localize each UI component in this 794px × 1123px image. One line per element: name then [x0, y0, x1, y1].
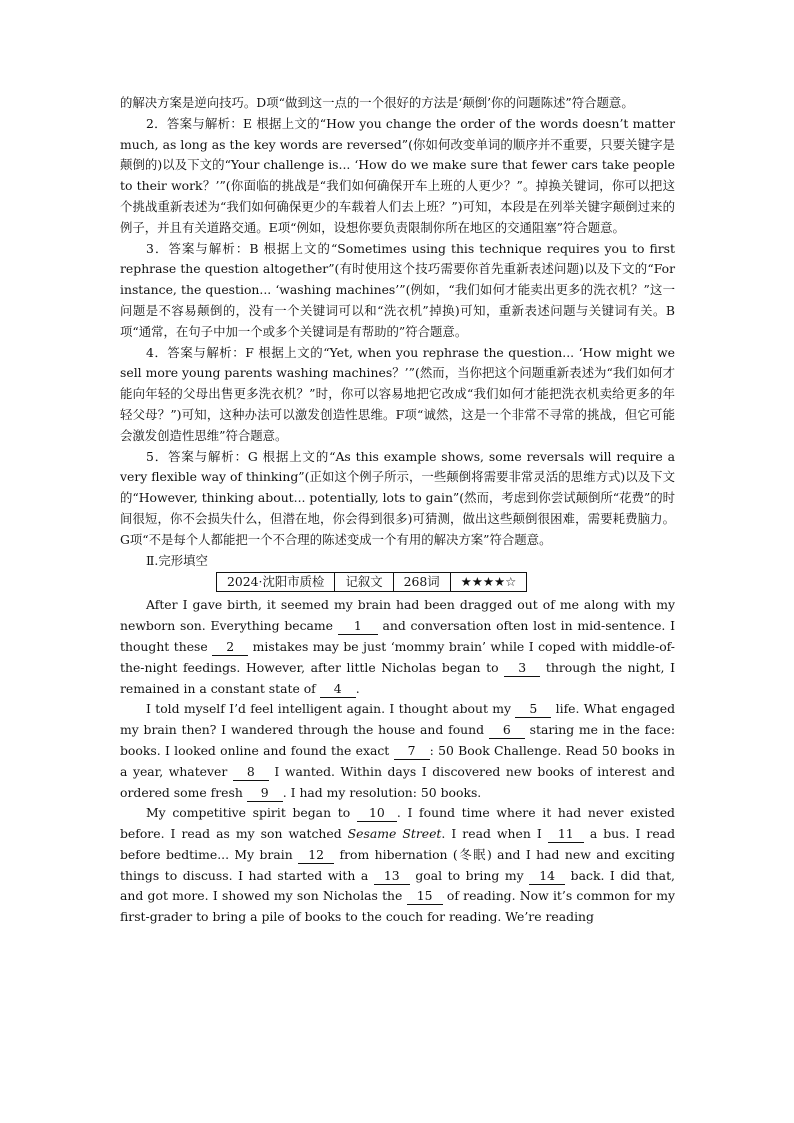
answer-5: 5．答案与解析：G 根据上文的“As this example shows, some reversals will require a very flexible way of thinking”(正如这个例子所示，一些颠倒将需要非常灵活的思维方式)以及下文的“However, thinking about... potentially, lots to gain”(然而，考虑到你尝试颠倒所“花费”的时间很短，你不会损失什么，但潜在地，你会得到很多)可猜测，做出这些颠倒很困难，需要耗费脑力。G项“不是每个人都能把一个不合理的陈述变成一个有用的解决方案”符合题意。	[120, 448, 676, 547]
cloze-blank-8[interactable]: 8	[233, 764, 269, 781]
answer-1-tail: 的解决方案是逆向技巧。D项“做到这一点的一个很好的方法是‘颠倒’你的问题陈述”符合题意。	[120, 95, 634, 110]
passage-text: I wanted. Within days I discovered new books of interest and ordered some fresh	[120, 763, 675, 800]
cloze-blank-11[interactable]: 11	[548, 826, 584, 843]
passage-text: . I found time where it had never existed before. I read as my son watched	[120, 805, 675, 842]
passage-text: life. What engaged my brain then? I wandered through the house and found	[120, 701, 675, 738]
cloze-blank-6[interactable]: 6	[489, 722, 525, 739]
passage-text: : 50 Book Challenge. Read 50 books in a year, whatever	[120, 742, 675, 779]
info-difficulty-stars: ★★★★☆	[450, 573, 527, 592]
passage-text: through the night, I remained in a constant state of	[120, 659, 675, 696]
passage-paragraph-1	[120, 595, 675, 699]
info-word-count: 268词	[393, 573, 450, 592]
passage-text: and conversation often lost in mid-sentence. I thought these	[120, 618, 676, 654]
info-source: 2024·沈阳市质检	[217, 573, 335, 592]
passage-text: My competitive spirit began to	[146, 805, 357, 821]
passage-text: a bus. I read before bedtime... My brain	[120, 826, 676, 862]
passage-text: staring me in the face: books. I looked online and found the exact	[120, 722, 675, 758]
answer-4: 4．答案与解析：F 根据上文的“Yet, when you rephrase the question... ‘How might we sell more young parents washing machines？’”(然而，当你把这个问题重新表述为“我们如何才能向年轻的父母出售更多洗衣机？”时，你可以容易地把它改成“我们如何才能把洗衣机卖给更多的年轻父母？”)可知，这种办法可以激发创造性思维。F项“诚然，这是一个非常不寻常的挑战，但它可能会激发创造性思维”符合题意。	[120, 344, 675, 443]
passage-info-table	[216, 572, 527, 592]
passage-text: . I had my resolution: 50 books.	[282, 784, 482, 800]
answer-2: 2．答案与解析：E 根据上文的“How you change the order of the words doesn’t matter much, as long as the key words are reversed”(你如何改变单词的顺序并不重要，只要关键字是颠倒的)以及下文的“Your challenge is... ‘How do we make sure that fewer cars take people to their work？’”(你面临的挑战是“我们如何确保开车上班的人更少？”。掉换关键词，你可以把这个挑战重新表述为“我们如何确保更少的车载着人们去上班？”)可知，本段是在列举关键字颠倒过来的例子，并且有关道路交通。E项“例如，设想你要负责限制你所在地区的交通阻塞”符合题意。	[120, 115, 675, 235]
cloze-blank-15[interactable]: 15	[407, 888, 443, 905]
cloze-blank-13[interactable]: 13	[374, 868, 410, 885]
passage-paragraph-2	[120, 699, 675, 803]
cloze-blank-3[interactable]: 3	[504, 660, 540, 677]
passage-text: I told myself I’d feel intelligent again. I thought about my	[146, 701, 516, 717]
passage-text: mistakes may be just ‘mommy brain’ while I coped with middle-of-the-night feedings. However, after little Nicholas began to	[120, 638, 675, 675]
cloze-blank-10[interactable]: 10	[357, 805, 397, 822]
cloze-blank-4[interactable]: 4	[320, 681, 356, 698]
info-genre: 记叙文	[335, 573, 393, 592]
tv-show-title: Sesame Street	[347, 826, 442, 842]
passage-text: goal to bring my	[409, 867, 530, 883]
cloze-blank-2[interactable]: 2	[212, 639, 248, 656]
section-title: Ⅱ.完形填空	[146, 552, 208, 568]
cloze-blank-5[interactable]: 5	[515, 701, 551, 718]
document-page	[120, 93, 675, 928]
passage-text: . I read when I	[441, 826, 548, 842]
cloze-blank-9[interactable]: 9	[247, 785, 283, 802]
cloze-blank-12[interactable]: 12	[298, 847, 334, 864]
passage-text: .	[355, 680, 360, 696]
passage-text: of reading. Now it’s common for my first-grader to bring a pile of books to the couch for reading. We’re reading	[120, 888, 675, 925]
passage-text: from hibernation (冬眠) and I had new and exciting things to discuss. I had started with a	[120, 846, 675, 883]
answer-3: 3．答案与解析：B 根据上文的“Sometimes using this technique requires you to first rephrase the question altogether”(有时使用这个技巧需要你首先重新表述问题)以及下文的“For instance, the question... ‘washing machines’”(例如，“我们如何才能卖出更多的洗衣机？”这一问题是不容易颠倒的，没有一个关键词可以和“洗衣机”掉换)可知，重新表述问题与关键词有关。B项“通常，在句子中加一个或多个关键词是有帮助的”符合题意。	[120, 240, 675, 339]
cloze-blank-1[interactable]: 1	[338, 618, 378, 635]
cloze-blank-7[interactable]: 7	[394, 743, 430, 760]
passage-text: After I gave birth, it seemed my brain had been dragged out of me along with my newborn son. Everything became	[120, 597, 675, 634]
cloze-blank-14[interactable]: 14	[529, 868, 565, 885]
passage-paragraph-3	[120, 803, 675, 928]
passage-text: back. I did that, and got more. I showed my son Nicholas the	[120, 867, 675, 904]
